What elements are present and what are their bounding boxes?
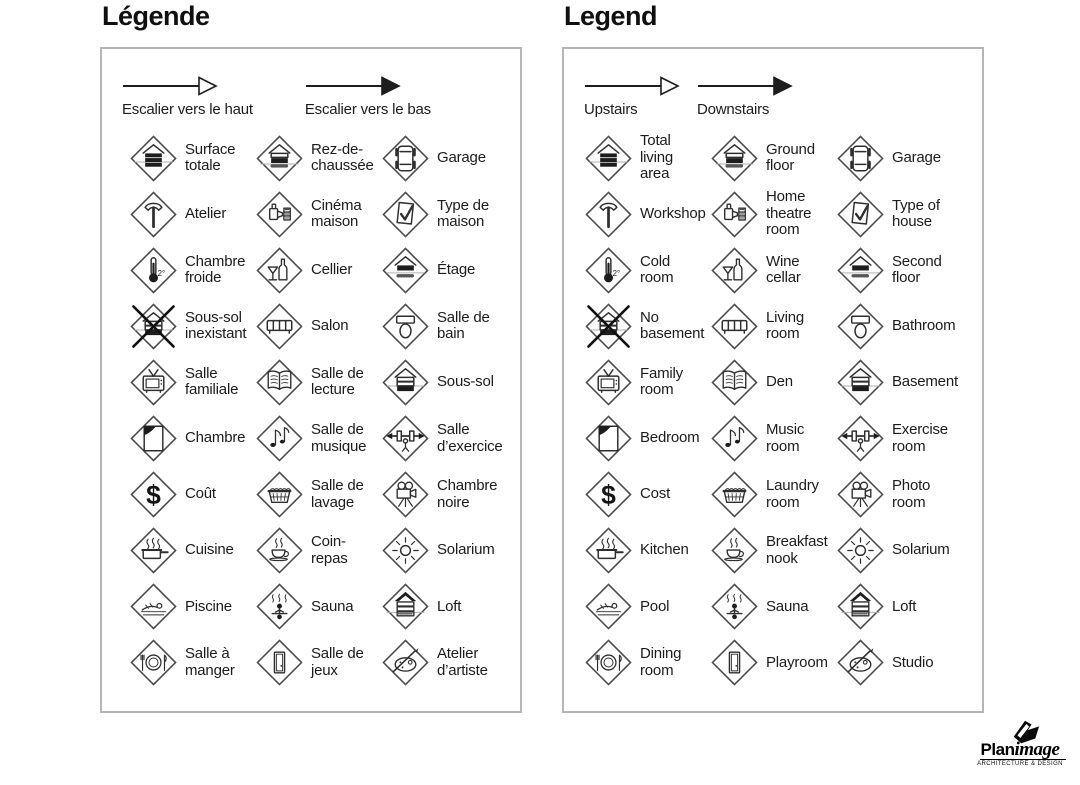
legend-item-label: Den [766,373,793,391]
legend-item-label: Studio [892,653,934,671]
legend-item-family-room [130,359,256,406]
legend-item-label: Coût [185,485,216,503]
legend-item-pool [130,583,256,630]
legend-item-label: Salle de bain [437,308,490,343]
legend-item-sauna [256,583,382,630]
total-area-icon [585,135,632,182]
legend-item-no-basement [130,303,256,350]
no-basement-icon [585,303,632,350]
pool-icon [585,583,632,630]
legend-item-label: Bathroom [892,317,956,335]
legend-item-music-room [256,415,382,462]
legend-item-cost [585,471,711,518]
legend-item-studio [837,639,967,686]
legend-item-laundry-room [256,471,382,518]
stairs-down-group [697,75,793,118]
basement-icon [382,359,429,406]
legend-item-label: Laundry room [766,477,819,511]
type-of-house-icon [837,191,884,238]
legend-item-label: Living room [766,308,804,343]
legend-item-total-area [585,133,711,183]
legend-item-label: Home theatre room [766,188,812,239]
legend-item-label: Bedroom [640,429,700,447]
living-room-icon [256,303,303,350]
legend-item-dining-room [130,639,256,686]
legend-item-label: Solarium [892,541,950,559]
page-title-french: Légende [102,1,210,31]
sauna-icon [256,583,303,630]
breakfast-nook-icon [256,527,303,574]
home-theatre-icon [711,191,758,238]
living-room-icon [711,303,758,350]
legend-item-wine-cellar [256,247,382,294]
ground-floor-icon [711,135,758,182]
family-room-icon [130,359,177,406]
legend-item-label: Salle de lecture [311,364,364,399]
legend-item-workshop [585,191,711,238]
solarium-icon [837,527,884,574]
den-icon [711,359,758,406]
legend-item-studio [382,639,512,686]
den-icon [256,359,303,406]
legend-item-label: Playroom [766,653,828,671]
legend-item-cold-room [130,247,256,294]
legend-item-label: Chambre [185,429,246,447]
legend-item-label: Salle de musique [311,421,367,455]
bathroom-icon [382,303,429,350]
legend-item-bedroom [130,415,256,462]
legend-item-cold-room [585,247,711,294]
family-room-icon [585,359,632,406]
cost-icon [130,471,177,518]
legend-item-label: Kitchen [640,541,689,559]
symbol-grid-english [585,130,967,691]
legend-item-kitchen [585,527,711,574]
legend-item-den [256,359,382,406]
legend-item-label: Salle de lavage [311,477,364,511]
legend-item-label: Sauna [311,597,354,615]
legend-item-label: Atelier [185,204,227,222]
legend-item-second-floor [837,247,967,294]
legend-item-living-room [256,303,382,350]
logo-image-text: image [1014,739,1060,760]
legend-panel-english [562,47,984,713]
legend-item-photo-room [837,471,967,518]
stairs-down-arrow-icon [305,75,401,97]
legend-item-basement [837,359,967,406]
music-room-icon [711,415,758,462]
bedroom-icon [585,415,632,462]
legend-item-label: Exercise room [892,421,948,455]
legend-panel-french [100,47,522,713]
legend-item-exercise-room [382,415,512,462]
legend-item-music-room [711,415,837,462]
loft-icon [837,583,884,630]
legend-item-loft [837,583,967,630]
legend-item-workshop [130,191,256,238]
legend-item-label: Salle à manger [185,645,235,679]
legend-item-ground-floor [256,135,382,182]
legend-item-label: Surface totale [185,140,236,175]
photo-room-icon [382,471,429,518]
breakfast-nook-icon [711,527,758,574]
legend-item-label: Chambre noire [437,477,498,511]
pool-icon [130,583,177,630]
legend-item-label: Basement [892,373,958,391]
legend-item-label: Music room [766,421,805,455]
legend-item-ground-floor [711,135,837,182]
legend-item-label: Rez-de- chaussée [311,140,374,175]
loft-icon [382,583,429,630]
legend-item-pool [585,583,711,630]
legend-item-label: Ground floor [766,140,815,175]
legend-item-label: Salle familiale [185,364,239,399]
legend-item-family-room [585,359,711,406]
exercise-room-icon [382,415,429,462]
stairs-down-label: Escalier vers le bas [304,101,431,118]
legend-item-living-room [711,303,837,350]
legend-item-label: Dining room [640,645,682,679]
legend-item-playroom [256,639,382,686]
legend-item-sauna [711,583,837,630]
legend-item-label: Garage [892,148,941,166]
legend-item-wine-cellar [711,247,837,294]
cold-room-icon [130,247,177,294]
legend-item-label: Garage [437,148,486,166]
stairs-up-group [584,75,680,118]
legend-item-label: Sous-sol [437,373,494,391]
bedroom-icon [130,415,177,462]
legend-item-label: Salle d’exercice [437,421,503,455]
planimage-logo [970,716,1070,767]
legend-item-label: Coin- repas [311,533,348,567]
legend-item-label: Type de maison [437,196,489,231]
laundry-room-icon [256,471,303,518]
stairs-up-arrow-icon [122,75,218,97]
second-floor-icon [382,247,429,294]
legend-item-photo-room [382,471,512,518]
studio-icon [837,639,884,686]
workshop-icon [585,191,632,238]
bathroom-icon [837,303,884,350]
legend-item-loft [382,583,512,630]
legend-item-label: Cinéma maison [311,196,362,231]
stairs-down-arrow-icon [697,75,793,97]
planimage-wordmark [970,739,1070,760]
playroom-icon [256,639,303,686]
legend-item-garage [837,135,967,182]
wine-cellar-icon [256,247,303,294]
stairs-up-label: Upstairs [584,101,638,118]
playroom-icon [711,639,758,686]
ground-floor-icon [256,135,303,182]
legend-item-basement [382,359,512,406]
logo-tagline: ARCHITECTURE & DESIGN [977,761,1063,767]
legend-item-playroom [711,639,837,686]
legend-item-garage [382,135,512,182]
legend-item-no-basement [585,303,711,350]
exercise-room-icon [837,415,884,462]
legend-item-solarium [837,527,967,574]
legend-item-label: Pool [640,597,670,615]
legend-item-type-of-house [382,191,512,238]
type-of-house-icon [382,191,429,238]
stairs-down-group [305,75,431,118]
legend-item-label: Salle de jeux [311,645,364,679]
symbol-grid-french [130,130,512,691]
legend-item-label: Breakfast nook [766,533,828,567]
stairs-down-label: Downstairs [697,101,770,118]
legend-item-label: Total living area [640,132,673,183]
legend-item-label: Cost [640,485,671,503]
home-theatre-icon [256,191,303,238]
legend-item-den [711,359,837,406]
page-title-english: Legend [564,1,658,31]
stairs-up-label: Escalier vers le haut [122,101,253,118]
photo-room-icon [837,471,884,518]
kitchen-icon [585,527,632,574]
legend-item-bedroom [585,415,711,462]
no-basement-icon [130,303,177,350]
legend-item-home-theatre [256,191,382,238]
legend-item-label: Atelier d’artiste [437,645,488,679]
stairs-up-arrow-icon [584,75,680,97]
basement-icon [837,359,884,406]
legend-item-exercise-room [837,415,967,462]
legend-item-label: Salon [311,317,349,335]
workshop-icon [130,191,177,238]
legend-item-label: Workshop [640,204,706,222]
legend-item-dining-room [585,639,711,686]
legend-item-label: Family room [640,364,683,399]
wine-cellar-icon [711,247,758,294]
stairs-arrow-row [122,75,431,118]
legend-item-label: Second floor [892,252,942,287]
legend-item-total-area [130,135,256,182]
legend-item-label: Wine cellar [766,252,801,287]
legend-item-bathroom [837,303,967,350]
garage-icon [837,135,884,182]
legend-item-label: Sauna [766,597,809,615]
legend-item-label: No basement [640,308,705,343]
legend-item-type-of-house [837,191,967,238]
legend-item-breakfast-nook [711,527,837,574]
legend-item-label: Cuisine [185,541,234,559]
sauna-icon [711,583,758,630]
second-floor-icon [837,247,884,294]
stairs-up-group [122,75,253,118]
legend-item-breakfast-nook [256,527,382,574]
logo-plan-text: Plan [980,740,1015,759]
music-room-icon [256,415,303,462]
cold-room-icon [585,247,632,294]
laundry-room-icon [711,471,758,518]
kitchen-icon [130,527,177,574]
legend-item-label: Loft [437,597,462,615]
dining-room-icon [585,639,632,686]
dining-room-icon [130,639,177,686]
studio-icon [382,639,429,686]
solarium-icon [382,527,429,574]
legend-item-label: Piscine [185,597,232,615]
legend-item-label: Étage [437,260,476,278]
legend-item-label: Loft [892,597,917,615]
legend-item-laundry-room [711,471,837,518]
stairs-arrow-row [584,75,793,118]
legend-item-second-floor [382,247,512,294]
garage-icon [382,135,429,182]
legend-item-bathroom [382,303,512,350]
legend-item-label: Solarium [437,541,495,559]
legend-item-solarium [382,527,512,574]
total-area-icon [130,135,177,182]
legend-item-cost [130,471,256,518]
legend-item-label: Photo room [892,477,931,511]
legend-item-label: Cellier [311,260,353,278]
legend-item-kitchen [130,527,256,574]
cost-icon [585,471,632,518]
legend-item-label: Cold room [640,252,674,287]
legend-item-label: Sous-sol inexistant [185,308,247,343]
legend-item-home-theatre [711,189,837,239]
legend-item-label: Chambre froide [185,252,246,287]
legend-item-label: Type of house [892,196,940,231]
